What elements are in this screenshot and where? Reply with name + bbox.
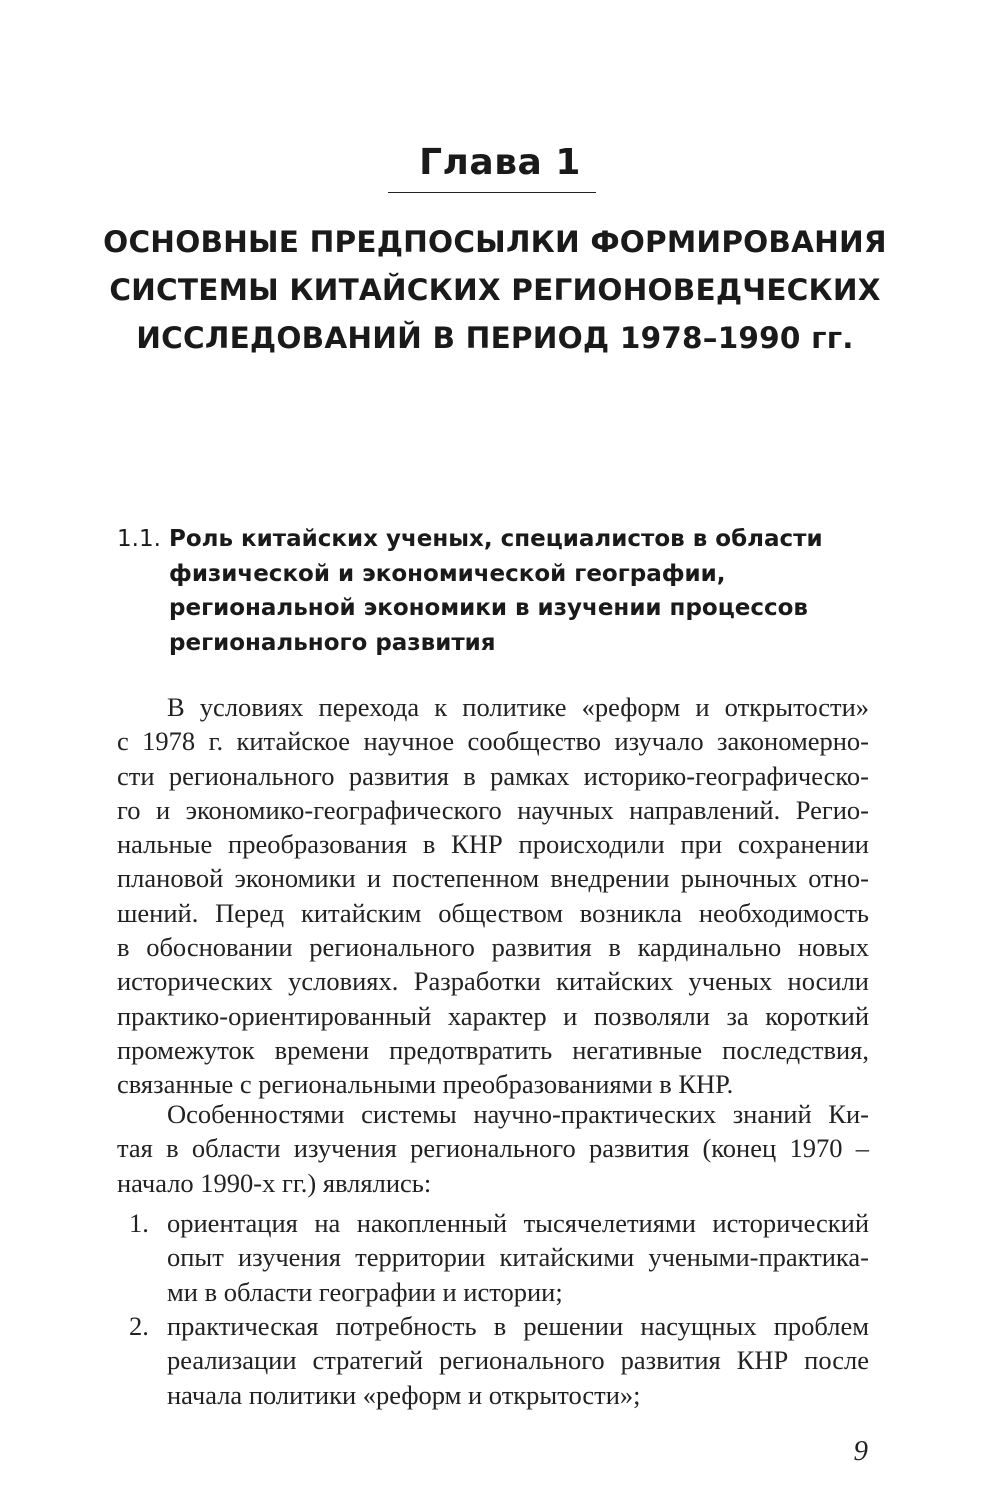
section-number: 1.1. <box>117 526 161 552</box>
paragraph-line: с 1978 г. китайское научное сообщество изучало закономерно- <box>117 726 869 757</box>
list-marker: 2. <box>129 1311 149 1341</box>
paragraph-line: связанные с региональными преобразованиями в КНР. <box>117 1069 734 1100</box>
list-marker: 1. <box>129 1208 149 1238</box>
paragraph-line: начало 1990-х гг.) являлись: <box>117 1167 432 1198</box>
paragraph-line: го и экономико-географического научных направлений. Регио- <box>117 794 869 825</box>
list-item-line: реализации стратегий регионального развития КНР после <box>167 1345 869 1376</box>
section-title <box>169 522 939 660</box>
list-item-line: практическая потребность в решении насущных проблем <box>167 1311 869 1341</box>
chapter-title-line: ИССЛЕДОВАНИЙ В ПЕРИОД 1978–1990 гг. <box>136 321 854 355</box>
list-item <box>117 1309 869 1412</box>
section-title-line: региональной экономики в изучении процессов <box>169 595 808 621</box>
paragraph-line: исторических условиях. Разработки китайских ученых носили <box>117 966 869 997</box>
paragraph-line: шений. Перед китайским обществом возникла необходимость <box>117 897 869 928</box>
section-title-line: Роль китайских ученых, специалистов в области <box>169 526 823 552</box>
list-item-line: ми в области географии и истории; <box>167 1276 563 1307</box>
list-item-line: опыт изучения территории китайскими учеными-практика- <box>167 1242 869 1273</box>
paragraph-line: в обосновании регионального развития в кардинально новых <box>117 932 869 963</box>
page-number: 9 <box>853 1435 868 1467</box>
paragraph <box>117 1097 869 1200</box>
chapter-title-line: СИСТЕМЫ КИТАЙСКИХ РЕГИОНОВЕДЧЕСКИХ <box>109 273 881 307</box>
list-item-line: ориентация на накопленный тысячелетиями исторический <box>167 1208 869 1238</box>
section-title-line: регионального развития <box>169 629 496 656</box>
list-item <box>117 1206 869 1309</box>
chapter-label: Глава 1 <box>419 142 581 183</box>
paragraph-line: практико-ориентированный характер и позволяли за короткий <box>117 1000 869 1031</box>
paragraph <box>117 690 869 1102</box>
chapter-title <box>60 218 930 362</box>
list-item-line: начала политики «реформ и открытости»; <box>167 1379 641 1410</box>
paragraph-line: промежуток времени предотвратить негативные последствия, <box>117 1034 869 1065</box>
chapter-title-line: ОСНОВНЫЕ ПРЕДПОСЫЛКИ ФОРМИРОВАНИЯ <box>103 225 887 259</box>
paragraph-line: плановой экономики и постепенном внедрении рыночных отно- <box>117 863 869 894</box>
paragraph-line: Особенностями системы научно-практических знаний Ки- <box>167 1099 869 1129</box>
paragraph-line: В условиях перехода к политике «реформ и открытости» <box>167 692 869 722</box>
paragraph-line: нальные преобразования в КНР происходили при сохранении <box>117 829 869 860</box>
paragraph-line: сти регионального развития в рамках историко-географическо- <box>117 760 869 791</box>
chapter-divider <box>388 192 596 193</box>
paragraph-line: тая в области изучения регионального развития (конец 1970 – <box>117 1133 869 1164</box>
section-title-line: физической и экономической географии, <box>169 560 726 587</box>
